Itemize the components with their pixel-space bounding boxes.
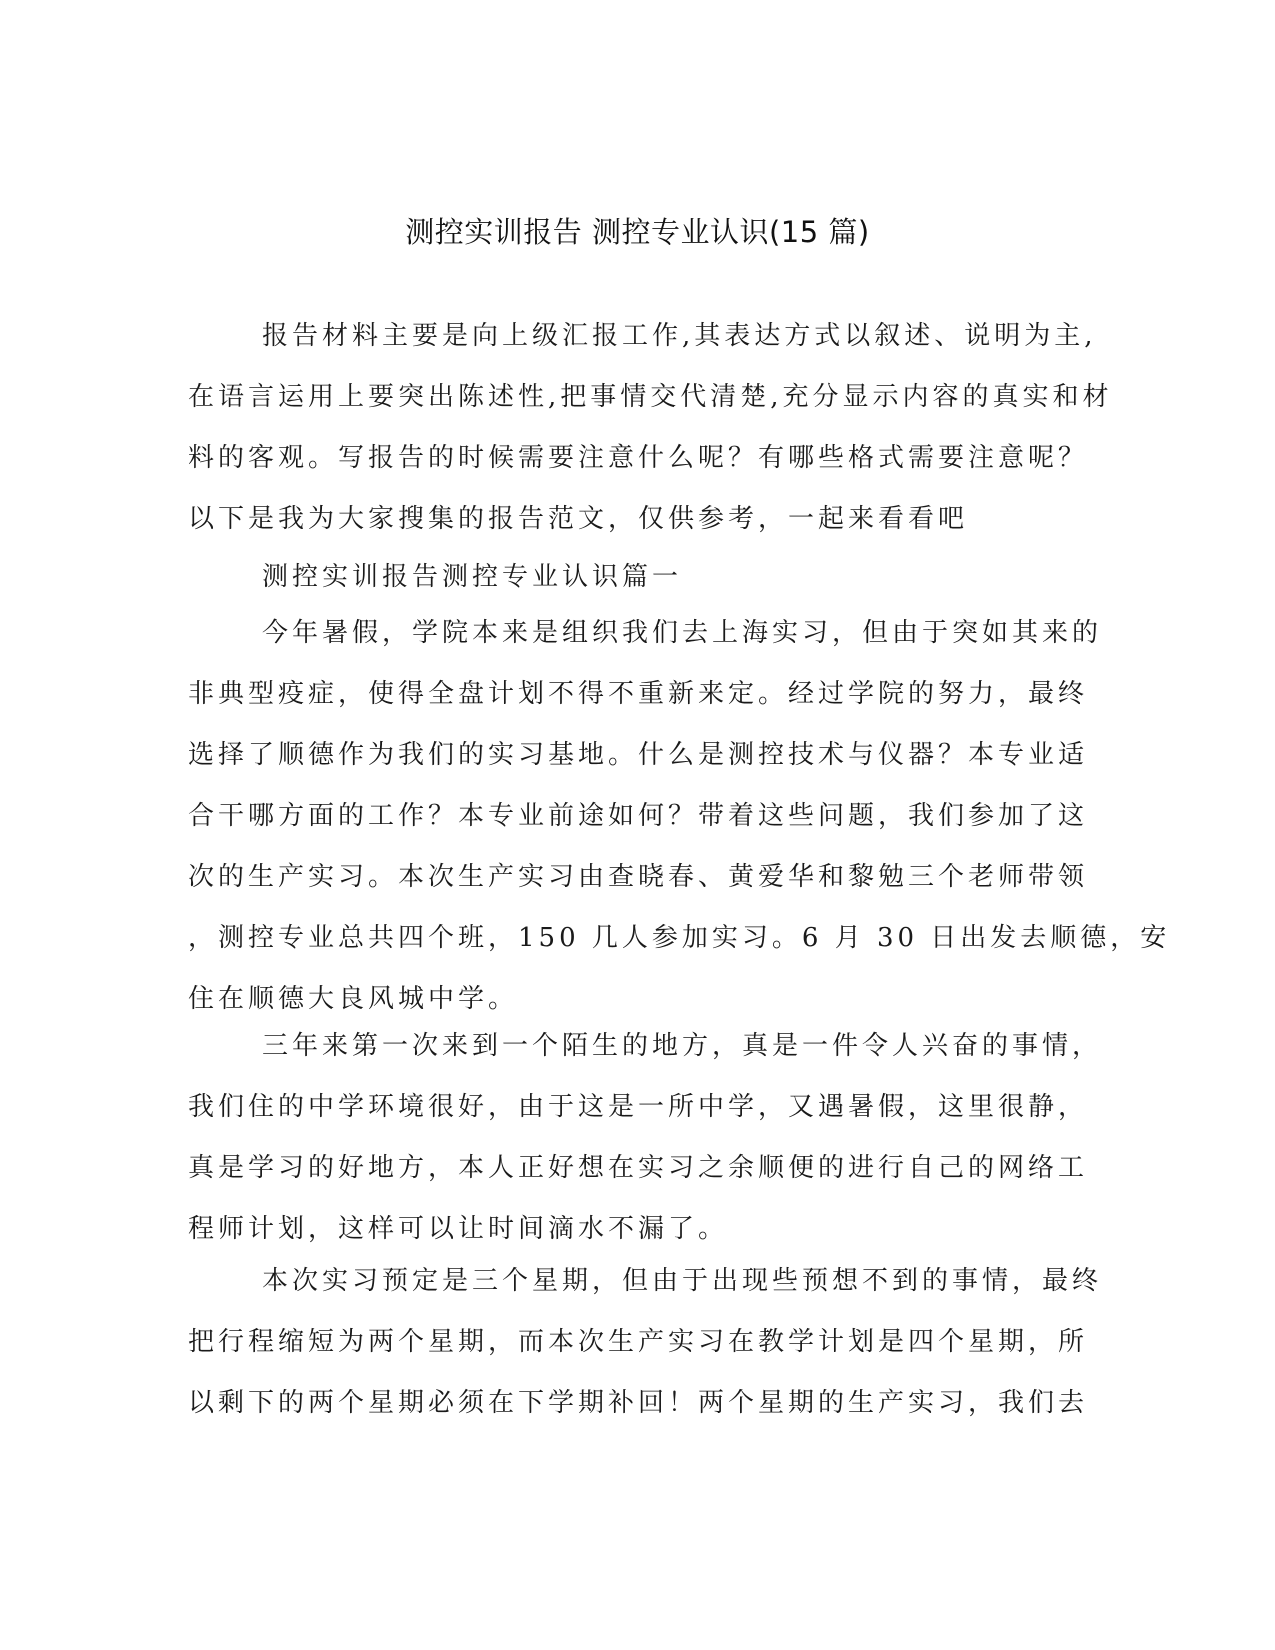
text-line: 本次实习预定是三个星期，但由于出现些预想不到的事情，最终 (262, 1266, 1103, 1296)
text-line: 非典型疫症，使得全盘计划不得不重新来定。经过学院的努力，最终 (188, 679, 1089, 709)
paragraph-1 (188, 603, 1171, 1030)
paragraph-3 (188, 1251, 1103, 1434)
text-line: 真是学习的好地方，本人正好想在实习之余顺便的进行自己的网络工 (188, 1153, 1089, 1183)
text-line: 以剩下的两个星期必须在下学期补回！两个星期的生产实习，我们去 (188, 1388, 1089, 1418)
text-line: 料的客观。写报告的时候需要注意什么呢？有哪些格式需要注意呢？ (188, 443, 1089, 473)
text-line: ，测控专业总共四个班，150 几人参加实习。6 月 30 日出发去顺德，安 (188, 923, 1171, 953)
text-line: 三年来第一次来到一个陌生的地方，真是一件令人兴奋的事情， (262, 1031, 1103, 1061)
text-line: 程师计划，这样可以让时间滴水不漏了。 (188, 1214, 729, 1244)
text-line: 在语言运用上要突出陈述性,把事情交代清楚,充分显示内容的真实和材 (188, 382, 1113, 412)
paragraph-2 (188, 1016, 1103, 1260)
document-title: 测控实训报告 测控专业认识(15 篇) (405, 215, 870, 249)
text-line: 以下是我为大家搜集的报告范文，仅供参考，一起来看看吧 (188, 504, 969, 534)
text-line: 我们住的中学环境很好，由于这是一所中学，又遇暑假，这里很静， (188, 1092, 1089, 1122)
text-line: 报告材料主要是向上级汇报工作,其表达方式以叙述、说明为主, (262, 321, 1097, 351)
text-line: 今年暑假，学院本来是组织我们去上海实习，但由于突如其来的 (262, 618, 1103, 648)
text-line: 住在顺德大良风城中学。 (188, 984, 519, 1014)
intro-paragraph (188, 306, 1113, 550)
text-line: 把行程缩短为两个星期，而本次生产实习在教学计划是四个星期，所 (188, 1327, 1089, 1357)
text-line: 合干哪方面的工作？本专业前途如何？带着这些问题，我们参加了这 (188, 801, 1089, 831)
section-heading-block (188, 547, 1088, 608)
text-line: 次的生产实习。本次生产实习由查晓春、黄爱华和黎勉三个老师带领 (188, 862, 1089, 892)
text-line: 选择了顺德作为我们的实习基地。什么是测控技术与仪器？本专业适 (188, 740, 1089, 770)
section-heading: 测控实训报告测控专业认识篇一 (262, 562, 683, 592)
